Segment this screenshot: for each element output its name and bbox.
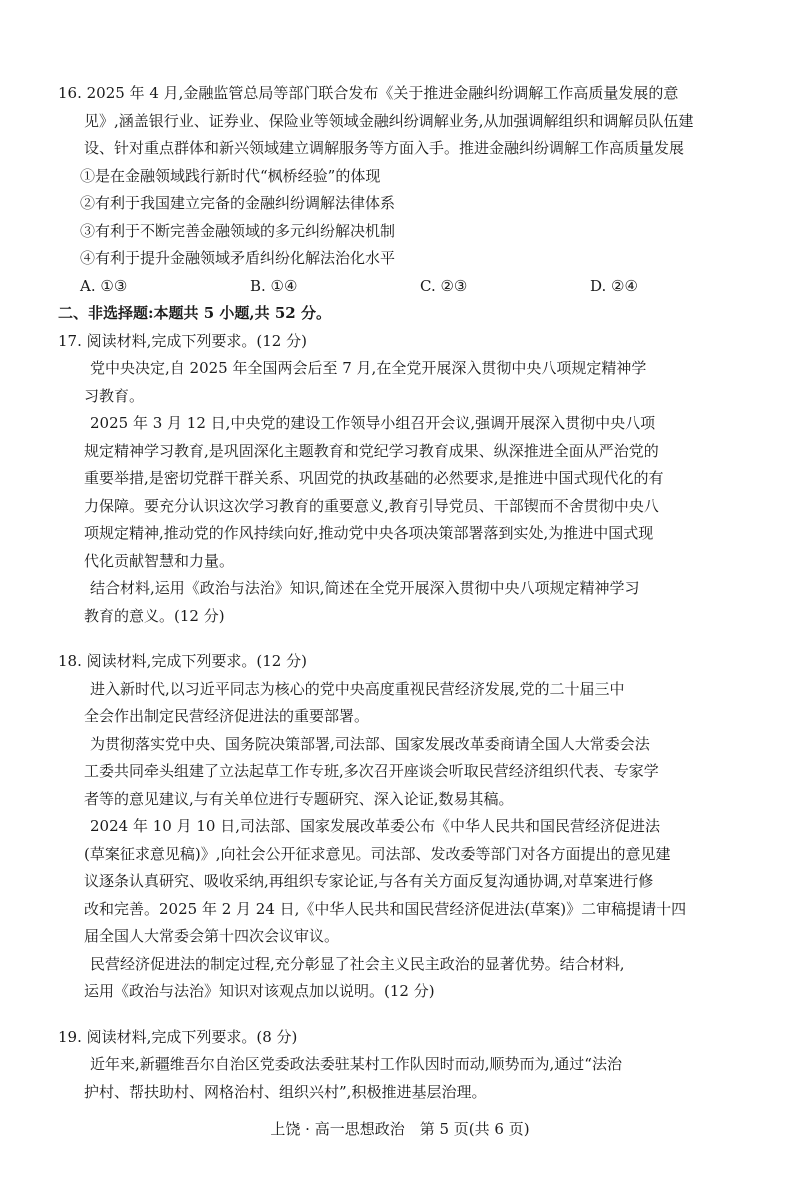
q18-p3-line: 改和完善。2025 年 2 月 24 日,《中华人民共和国民营经济促进法(草案)》二审稿提请十四 <box>84 899 687 918</box>
q17-task-line: 结合材料,运用《政治与法治》知识,简述在全党开展深入贯彻中央八项规定精神学习 <box>90 579 640 597</box>
q17-p1-line: 党中央决定,自 2025 年全国两会后至 7 月,在全党开展深入贯彻中央八项规定精神学 <box>90 359 647 377</box>
q18-p2-line: 工委共同牵头组建了立法起草工作专班,多次召开座谈会听取民营经济组织代表、专家学 <box>84 762 659 780</box>
q18-task-line: 民营经济促进法的制定过程,充分彰显了社会主义民主政治的显著优势。结合材料, <box>90 954 625 973</box>
q16-statement-4: ④有利于提升金融领域矛盾纠纷化解法治化水平 <box>80 249 396 267</box>
q17-p2-line: 重要举措,是密切党群干群关系、巩固党的执政基础的必然要求,是推进中国式现代化的有 <box>84 469 664 487</box>
q18-p3-line: 届全国人大常委会第十四次会议审议。 <box>84 927 340 945</box>
q19-p1-line: 护村、帮扶助村、网格治村、组织兴村”,积极推进基层治理。 <box>84 1082 487 1101</box>
q16-option-b: B. ①④ <box>250 276 298 295</box>
q18-p3-line: (草案征求意见稿)》,向社会公开征求意见。司法部、发改委等部门对各方面提出的意见建 <box>84 844 671 863</box>
q16-stem-line: 设、针对重点群体和新兴领域建立调解服务等方面入手。推进金融纠纷调解工作高质量发展 <box>84 139 685 157</box>
q18-task-line: 运用《政治与法治》知识对该观点加以说明。(12 分) <box>84 982 435 1000</box>
q16-statement-3: ③有利于不断完善金融领域的多元纠纷解决机制 <box>80 221 396 240</box>
question-17 <box>58 328 770 631</box>
q17-p2-line: 代化贡献智慧和力量。 <box>84 551 235 570</box>
q17-p2-line: 2025 年 3 月 12 日,中央党的建设工作领导小组召开会议,强调开展深入贯彻中央八项 <box>90 414 656 432</box>
q18-p1-line: 全会作出制定民营经济促进法的重要部署。 <box>84 707 370 725</box>
question-18 <box>58 648 770 1006</box>
q17-title: 17. 阅读材料,完成下列要求。(12 分) <box>58 331 307 350</box>
q19-p1-line: 近年来,新疆维吾尔自治区党委政法委驻某村工作队因时而动,顺势而为,通过“法治 <box>90 1055 622 1073</box>
question-19 <box>58 1024 770 1107</box>
question-16 <box>58 80 770 300</box>
q17-p2-line: 力保障。要充分认识这次学习教育的重要意义,教育引导党员、干部锲而不舍贯彻中央八 <box>84 496 659 515</box>
q18-p3-line: 议逐条认真研究、吸收采纳,再组织专家论证,与各有关方面反复沟通协调,对草案进行修 <box>84 872 654 890</box>
q16-statement-2: ②有利于我国建立完备的金融纠纷调解法律体系 <box>80 194 396 212</box>
q17-p2-line: 项规定精神,推动党的作风持续向好,推动党中央各项决策部署落到实处,为推进中国式现 <box>84 524 654 542</box>
section-2-heading: 二、非选择题:本题共 5 小题,共 52 分。 <box>58 304 331 322</box>
q16-option-a: A. ①③ <box>80 276 128 295</box>
q16-stem-line: 见》,涵盖银行业、证券业、保险业等领域金融纠纷调解业务,从加强调解组织和调解员队伍建 <box>84 111 694 130</box>
spacer <box>58 1006 770 1024</box>
q16-option-d: D. ②④ <box>590 276 638 295</box>
spacer <box>58 630 770 648</box>
q16-statement-1: ①是在金融领域践行新时代“枫桥经验”的体现 <box>80 166 381 185</box>
q18-title: 18. 阅读材料,完成下列要求。(12 分) <box>58 652 307 670</box>
q17-p2-line: 规定精神学习教育,是巩固深化主题教育和党纪学习教育成果、纵深推进全面从严治党的 <box>84 441 659 460</box>
q18-p1-line: 进入新时代,以习近平同志为核心的党中央高度重视民营经济发展,党的二十届三中 <box>90 679 625 698</box>
q16-option-c: C. ②③ <box>420 276 468 295</box>
q18-p3-line: 2024 年 10 月 10 日,司法部、国家发展改革委公布《中华人民共和国民营经济促进法 <box>90 817 660 835</box>
page-footer: 上饶 · 高一思想政治 第 5 页(共 6 页) <box>270 1120 530 1138</box>
q17-task-line: 教育的意义。(12 分) <box>84 606 225 625</box>
q16-stem-line: 16. 2025 年 4 月,金融监管总局等部门联合发布《关于推进金融纠纷调解工作高质量发展的意 <box>58 84 679 102</box>
q18-p2-line: 为贯彻落实党中央、国务院决策部署,司法部、国家发展改革委商请全国人大常委会法 <box>90 734 650 753</box>
exam-page <box>58 80 770 1106</box>
q19-title: 19. 阅读材料,完成下列要求。(8 分) <box>58 1027 298 1046</box>
q18-p2-line: 者等的意见建议,与有关单位进行专题研究、深入论证,数易其稿。 <box>84 789 514 808</box>
q16-options <box>58 273 770 301</box>
q17-p1-line: 习教育。 <box>84 386 145 405</box>
